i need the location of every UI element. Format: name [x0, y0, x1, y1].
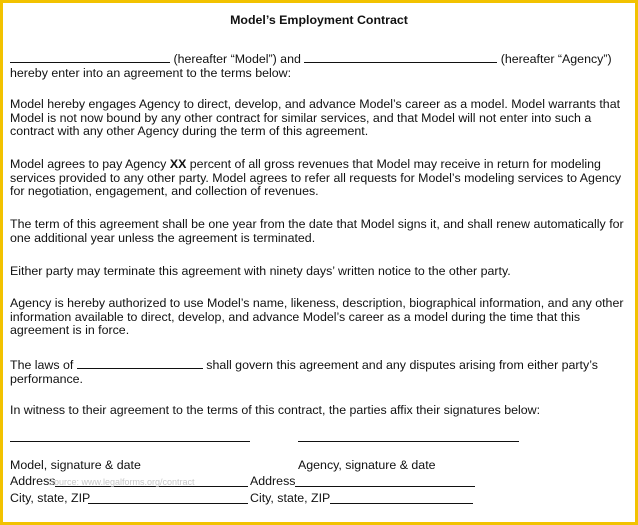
document-title: Model’s Employment Contract: [230, 13, 408, 27]
governing-law-paragraph: [10, 357, 632, 386]
witness-paragraph: In witness to their agreement to the terms of this contract, the parties affix their signatures below:: [10, 403, 541, 417]
model-signature-line[interactable]: [10, 441, 250, 442]
agency-city-line[interactable]: [330, 503, 473, 504]
payment-text-start: Model agrees to pay Agency: [10, 157, 170, 171]
percent-placeholder: XX: [169, 157, 187, 171]
source-watermark: Source: www.legalforms.org/contract: [48, 477, 195, 487]
intro-paragraph: [10, 51, 632, 80]
authorization-paragraph: Agency is hereby authorized to use Model’s name, likeness, description, biographical information, and any other information available to direct, develop, and advance Model’s career as a model during the time that this agreement is in force.: [10, 296, 624, 337]
payment-paragraph: [10, 158, 632, 199]
payment-text-rest: percent of all gross revenues that Model may receive in return for modeling services provided to any other party. Model agrees to refer all requests for Model’s modeling services to Agency for negotiation, engagement, and collection of revenues.: [10, 157, 622, 198]
model-signature-label: Model, signature & date: [10, 458, 141, 472]
agency-address-label: Address: [250, 474, 296, 488]
agency-signature-line[interactable]: [298, 441, 519, 442]
agency-reference: (hereafter “Agency”): [497, 52, 612, 66]
model-reference: (hereafter “Model”) and: [170, 52, 305, 66]
agency-city-label: City, state, ZIP: [250, 491, 331, 505]
governing-law-text-rest: shall govern this agreement and any disputes arising from either party’s performance.: [10, 358, 598, 386]
termination-paragraph: Either party may terminate this agreement with ninety days’ written notice to the other party.: [10, 264, 511, 278]
agency-signature-label: Agency, signature & date: [298, 458, 436, 472]
model-name-blank[interactable]: [10, 51, 170, 63]
agency-address-line[interactable]: [295, 486, 475, 487]
governing-law-blank[interactable]: [77, 357, 203, 369]
agency-name-blank[interactable]: [304, 51, 497, 63]
term-paragraph: The term of this agreement shall be one year from the date that Model signs it, and shall renew automatically for one additional year unless the agreement is terminated.: [10, 217, 624, 245]
engagement-paragraph: Model hereby engages Agency to direct, develop, and advance Model’s career as a model. Model warrants that Model is not now bound by any other contract for similar services, and that Model will not enter into such a contract with any other Agency during the term of this agreement.: [10, 97, 621, 138]
model-city-line[interactable]: [88, 503, 248, 504]
model-address-label: Address: [10, 474, 56, 488]
model-city-label: City, state, ZIP: [10, 491, 91, 505]
governing-law-text-start: The laws of: [10, 358, 77, 372]
intro-line-2: hereby enter into an agreement to the terms below:: [10, 65, 292, 80]
